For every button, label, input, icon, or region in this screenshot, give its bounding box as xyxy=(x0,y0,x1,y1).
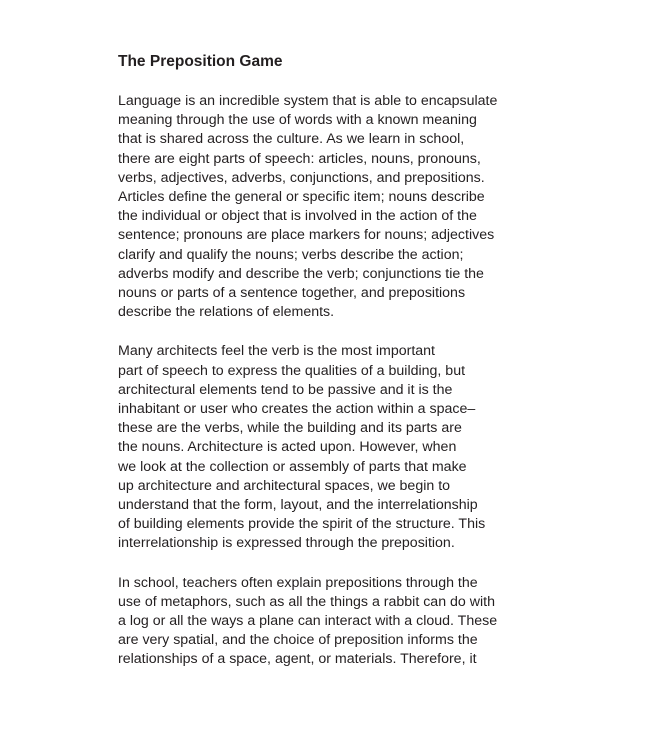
text-line: verbs, adjectives, adverbs, conjunctions, and prepositions. xyxy=(118,169,485,186)
text-line: Language is an incredible system that is able to encapsulate xyxy=(118,93,498,109)
text-line: interrelationship is expressed through the preposition. xyxy=(118,535,455,552)
text-line: use of metaphors, such as all the things a rabbit can do with xyxy=(118,593,495,610)
text-line: there are eight parts of speech: articles, nouns, pronouns, xyxy=(118,150,481,167)
text-line: inhabitant or user who creates the action within a space– xyxy=(118,401,476,418)
text-line: describe the relations of elements. xyxy=(118,304,335,321)
document-body xyxy=(118,92,538,670)
text-line: nouns or parts of a sentence together, and prepositions xyxy=(118,285,466,302)
text-line: sentence; pronouns are place markers for nouns; adjectives xyxy=(118,227,495,244)
text-line: a log or all the ways a plane can interact with a cloud. These xyxy=(118,613,498,630)
text-line: part of speech to express the qualities of a building, but xyxy=(118,362,466,379)
text-line: the nouns. Architecture is acted upon. However, when xyxy=(118,439,457,456)
body-paragraph xyxy=(118,92,538,322)
text-line: we look at the collection or assembly of parts that make xyxy=(118,458,467,475)
text-line: these are the verbs, while the building and its parts are xyxy=(118,420,462,437)
body-paragraph xyxy=(118,342,538,553)
text-line: clarify and qualify the nouns; verbs describe the action; xyxy=(118,246,464,263)
document-page xyxy=(118,52,538,690)
text-line: Many architects feel the verb is the most important xyxy=(118,343,435,360)
text-line: adverbs modify and describe the verb; conjunctions tie the xyxy=(118,265,484,282)
text-line: meaning through the use of words with a known meaning xyxy=(118,112,477,129)
text-line: that is shared across the culture. As we learn in school, xyxy=(118,131,465,148)
text-line: architectural elements tend to be passive and it is the xyxy=(118,381,453,398)
body-paragraph xyxy=(118,574,538,670)
text-line: are very spatial, and the choice of preposition informs the xyxy=(118,632,478,649)
text-line: relationships of a space, agent, or materials. Therefore, it xyxy=(118,651,477,668)
text-line: In school, teachers often explain prepositions through the xyxy=(118,574,478,591)
text-line: understand that the form, layout, and the interrelationship xyxy=(118,497,478,514)
text-line: up architecture and architectural spaces, we begin to xyxy=(118,477,451,494)
text-line: the individual or object that is involved in the action of the xyxy=(118,208,477,225)
text-line: Articles define the general or specific item; nouns describe xyxy=(118,189,485,206)
document-title: The Preposition Game xyxy=(118,53,283,70)
text-line: of building elements provide the spirit of the structure. This xyxy=(118,516,486,533)
